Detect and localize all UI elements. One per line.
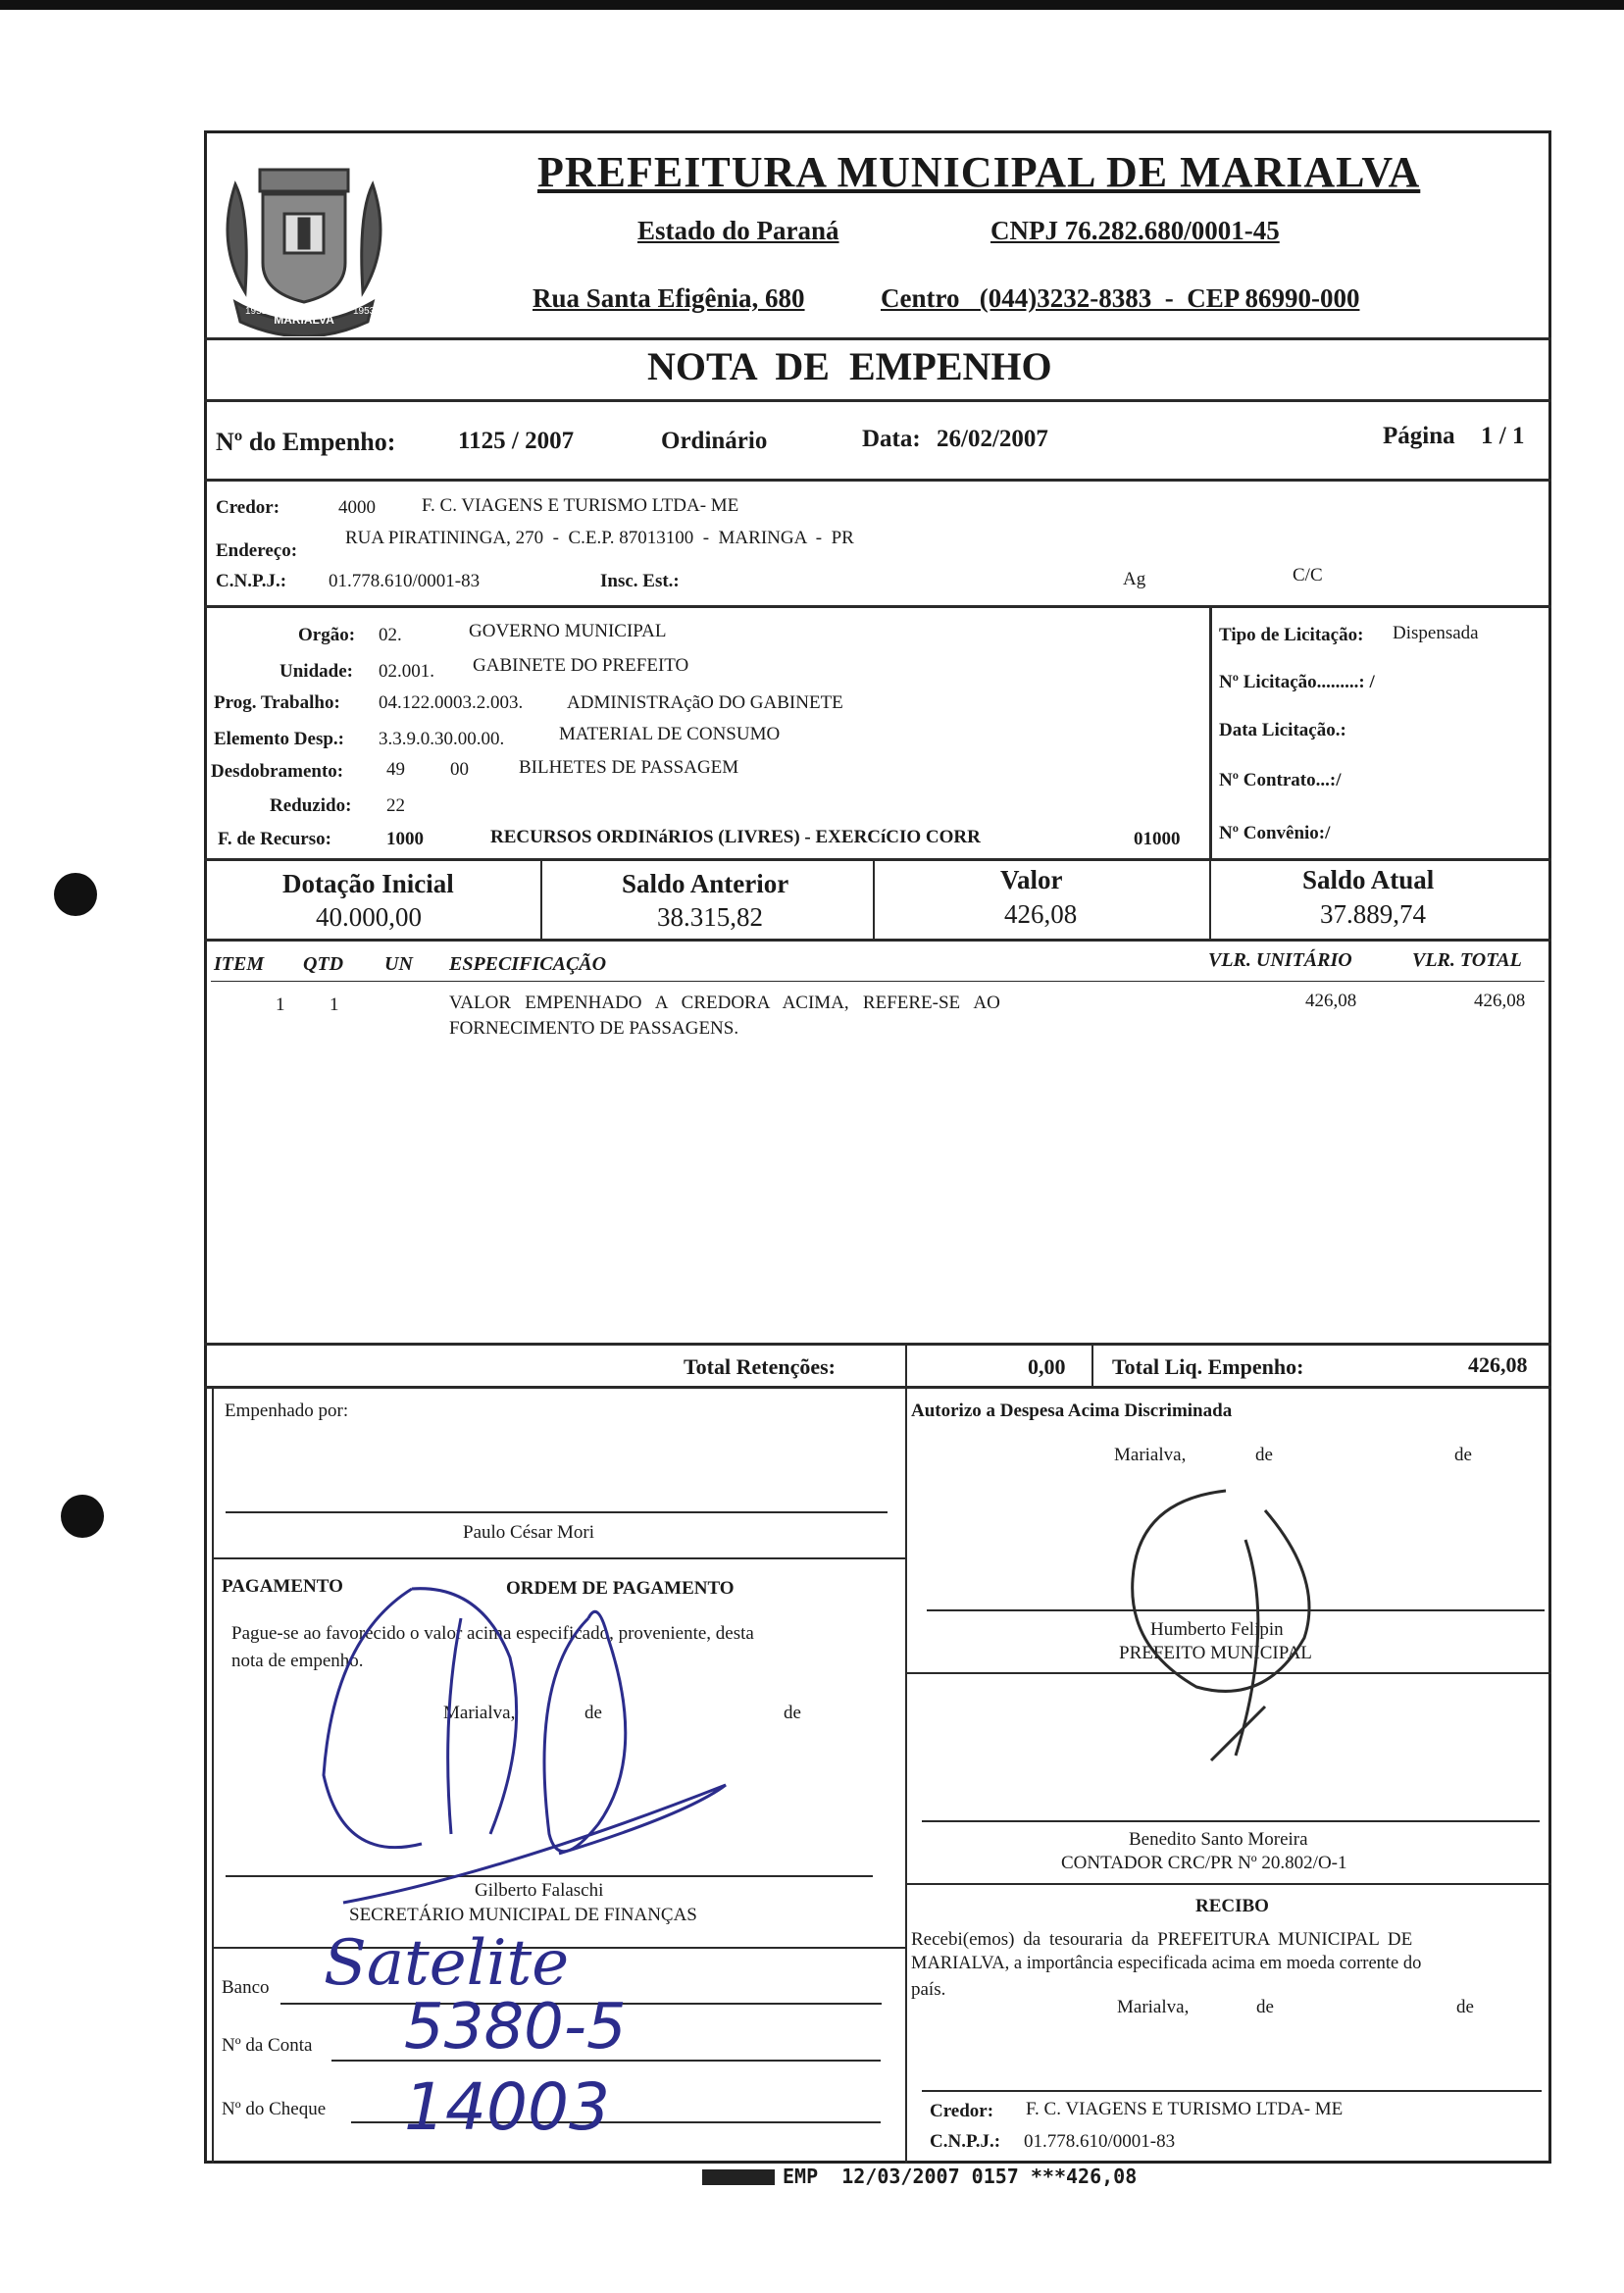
desdob-sub: 00: [450, 759, 469, 780]
doc-title: NOTA DE EMPENHO: [647, 344, 1052, 388]
org-state: Estado do Paraná: [637, 216, 839, 245]
prog-label: Prog. Trabalho:: [214, 692, 340, 713]
elemento-label: Elemento Desp.:: [214, 729, 344, 749]
desdob-code: 49: [386, 759, 405, 780]
recurso-ext: 01000: [1134, 829, 1181, 849]
col-spec: ESPECIFICAÇÃO: [449, 953, 607, 975]
pague-line1: Pague-se ao favorecido o valor acima especificado, proveniente, desta: [231, 1623, 754, 1644]
signature-line: [922, 2090, 1542, 2092]
credor-cnpj: 01.778.610/0001-83: [329, 571, 481, 591]
orgao-label: Orgão:: [298, 625, 356, 645]
empenhado-name: Paulo César Mori: [463, 1522, 595, 1543]
left-de1: de: [584, 1703, 602, 1723]
prog-code: 04.122.0003.2.003.: [379, 692, 524, 713]
top-edge: [0, 0, 1624, 10]
liquido-label: Total Liq. Empenho:: [1112, 1354, 1304, 1379]
recibo-credor-label: Credor:: [930, 2101, 994, 2121]
divider: [905, 1672, 1551, 1674]
address-value: RUA PIRATININGA, 270 - C.E.P. 87013100 - MARINGA - PR: [345, 528, 854, 548]
valor-value: 426,08: [1004, 899, 1078, 929]
cnpj-label: C.N.P.J.:: [216, 571, 287, 591]
recibo-place: Marialva,: [1117, 1997, 1190, 2017]
saldo-anterior-label: Saldo Anterior: [622, 869, 789, 898]
divider: [204, 479, 1551, 482]
contador-name: Benedito Santo Moreira: [1129, 1829, 1308, 1850]
elemento-name: MATERIAL DE CONSUMO: [559, 724, 781, 744]
liquido-value: 426,08: [1468, 1352, 1528, 1377]
header-underline: [211, 981, 1545, 982]
right-place: Marialva,: [1114, 1445, 1187, 1465]
left-place: Marialva,: [443, 1703, 516, 1723]
prefeito-name: Humberto Felipin: [1150, 1619, 1284, 1640]
licitacao-data: Data Licitação.:: [1219, 720, 1346, 740]
recurso-code: 1000: [386, 829, 424, 849]
contador-title: CONTADOR CRC/PR Nº 20.802/O-1: [1061, 1853, 1347, 1873]
item-spec-line1: VALOR EMPENHADO A CREDORA ACIMA, REFERE-SE AO: [449, 993, 1000, 1013]
autorizo-label: Autorizo a Despesa Acima Discriminada: [911, 1401, 1233, 1421]
credor-label: Credor:: [216, 497, 280, 518]
divider: [204, 605, 1551, 608]
punch-hole-top: [54, 873, 97, 916]
svg-text:1951: 1951: [245, 306, 268, 317]
insc-label: Insc. Est.:: [600, 571, 680, 591]
divider: [204, 939, 1551, 942]
pague-line2: nota de empenho.: [231, 1651, 364, 1671]
reduzido-label: Reduzido:: [270, 795, 352, 816]
org-district-phone-cep: Centro (044)3232-8383 - CEP 86990-000: [881, 283, 1360, 313]
org-title: PREFEITURA MUNICIPAL DE MARIALVA: [537, 148, 1421, 196]
sec-title: SECRETÁRIO MUNICIPAL DE FINANÇAS: [349, 1905, 697, 1925]
conta-value: 5380-5: [404, 1991, 627, 2064]
banco-label: Banco: [222, 1977, 270, 1998]
org-street: Rua Santa Efigênia, 680: [533, 283, 805, 313]
ordem-label: ORDEM DE PAGAMENTO: [506, 1578, 735, 1599]
item-number: 1: [276, 994, 285, 1015]
pagamento-label: PAGAMENTO: [222, 1576, 343, 1597]
divider: [204, 399, 1551, 402]
signature-line: [927, 1609, 1545, 1611]
right-de2: de: [1454, 1445, 1472, 1465]
credor-name: F. C. VIAGENS E TURISMO LTDA- ME: [422, 495, 739, 516]
recibo-line2: MARIALVA, a importância especificada acima em moeda corrente do: [911, 1954, 1422, 1973]
unidade-code: 02.001.: [379, 661, 434, 682]
credor-code: 4000: [338, 497, 376, 518]
item-qtd: 1: [330, 994, 339, 1015]
v-divider: [540, 858, 542, 939]
svg-text:1953: 1953: [353, 306, 376, 317]
cc-label: C/C: [1293, 565, 1323, 586]
empenhado-label: Empenhado por:: [225, 1401, 349, 1421]
org-cnpj: CNPJ 76.282.680/0001-45: [990, 216, 1280, 245]
licitacao-tipo: Dispensada: [1393, 623, 1479, 643]
page-number: 1 / 1: [1481, 423, 1525, 449]
dotacao-value: 40.000,00: [316, 902, 422, 932]
divider: [204, 1343, 1551, 1346]
v-divider: [873, 858, 875, 939]
v-divider: [1091, 1343, 1093, 1386]
licitacao-contrato: Nº Contrato...:/: [1219, 770, 1342, 790]
divider: [204, 858, 1551, 861]
valor-label: Valor: [1000, 865, 1063, 894]
unidade-name: GABINETE DO PREFEITO: [473, 655, 689, 676]
elemento-code: 3.3.9.0.30.00.00.: [379, 729, 505, 749]
punch-hole-bottom: [61, 1495, 104, 1538]
signature-line: [226, 1875, 873, 1877]
saldo-atual-value: 37.889,74: [1320, 899, 1426, 929]
recibo-cnpj-label: C.N.P.J.:: [930, 2131, 1001, 2152]
recibo-credor-name: F. C. VIAGENS E TURISMO LTDA- ME: [1026, 2099, 1344, 2119]
unidade-label: Unidade:: [279, 661, 353, 682]
item-unit-value: 426,08: [1305, 991, 1357, 1011]
recibo-de1: de: [1256, 1997, 1274, 2017]
item-total-value: 426,08: [1474, 991, 1526, 1011]
recibo-line1: Recebi(emos) da tesouraria da PREFEITURA MUNICIPAL DE: [911, 1929, 1413, 1950]
divider: [212, 1557, 905, 1559]
licitacao-numero: Nº Licitação.........: /: [1219, 672, 1375, 692]
address-label: Endereço:: [216, 540, 298, 561]
recurso-name: RECURSOS ORDINáRIOS (LIVRES) - EXERCíCIO CORR: [490, 827, 981, 847]
right-de1: de: [1255, 1445, 1273, 1465]
conta-label: Nº da Conta: [222, 2035, 313, 2056]
page-label: Página: [1383, 423, 1455, 449]
orgao-name: GOVERNO MUNICIPAL: [469, 621, 667, 641]
v-divider: [212, 1386, 214, 2164]
dotacao-label: Dotação Inicial: [282, 869, 454, 898]
empenho-date: 26/02/2007: [937, 426, 1048, 452]
v-divider: [905, 1343, 907, 1386]
reduzido-value: 22: [386, 795, 405, 816]
orgao-code: 02.: [379, 625, 402, 645]
signature-line: [922, 1820, 1540, 1822]
col-qtd: QTD: [303, 953, 344, 975]
col-un: UN: [384, 953, 413, 975]
recibo-de2: de: [1456, 1997, 1474, 2017]
col-total: VLR. TOTAL: [1412, 949, 1522, 971]
recibo-cnpj: 01.778.610/0001-83: [1024, 2131, 1176, 2152]
bank-stamp: EMP 12/03/2007 0157 ***426,08: [783, 2165, 1138, 2188]
retencoes-value: 0,00: [1028, 1354, 1066, 1379]
v-divider: [905, 1386, 907, 2164]
prefeito-title: PREFEITO MUNICIPAL: [1119, 1643, 1312, 1663]
empenho-type: Ordinário: [661, 428, 768, 454]
cheque-value: 14003: [404, 2069, 610, 2145]
city-crest-icon: [206, 145, 402, 336]
desdob-name: BILHETES DE PASSAGEM: [519, 757, 739, 778]
col-item: ITEM: [214, 953, 265, 975]
v-divider: [1209, 858, 1211, 939]
licitacao-convenio: Nº Convênio:/: [1219, 823, 1331, 843]
saldo-anterior-value: 38.315,82: [657, 902, 763, 932]
v-divider: [1209, 605, 1212, 858]
banco-value: Satelite: [324, 1927, 570, 2000]
signature-line: [226, 1511, 888, 1513]
left-de2: de: [784, 1703, 801, 1723]
item-spec-line2: FORNECIMENTO DE PASSAGENS.: [449, 1018, 739, 1039]
divider: [204, 1386, 1551, 1389]
desdob-label: Desdobramento:: [211, 761, 344, 782]
svg-text:MARIALVA: MARIALVA: [274, 313, 334, 327]
recibo-label: RECIBO: [1195, 1896, 1269, 1916]
prog-name: ADMINISTRAçãO DO GABINETE: [567, 692, 843, 713]
divider: [204, 337, 1551, 340]
licitacao-tipo-label: Tipo de Licitação:: [1219, 625, 1364, 645]
empenho-number-label: Nº do Empenho:: [216, 428, 396, 456]
retencoes-label: Total Retenções:: [684, 1354, 836, 1379]
sec-name: Gilberto Falaschi: [475, 1880, 604, 1901]
empenho-date-label: Data:: [862, 426, 921, 452]
empenho-number: 1125 / 2007: [458, 428, 575, 454]
saldo-atual-label: Saldo Atual: [1302, 865, 1435, 894]
ag-label: Ag: [1123, 569, 1146, 589]
divider: [905, 1883, 1551, 1885]
stamp-mark-icon: [702, 2169, 775, 2185]
col-unit: VLR. UNITÁRIO: [1208, 949, 1352, 971]
cheque-label: Nº do Cheque: [222, 2099, 327, 2119]
recurso-label: F. de Recurso:: [218, 829, 331, 849]
recibo-line3: país.: [911, 1979, 946, 2000]
